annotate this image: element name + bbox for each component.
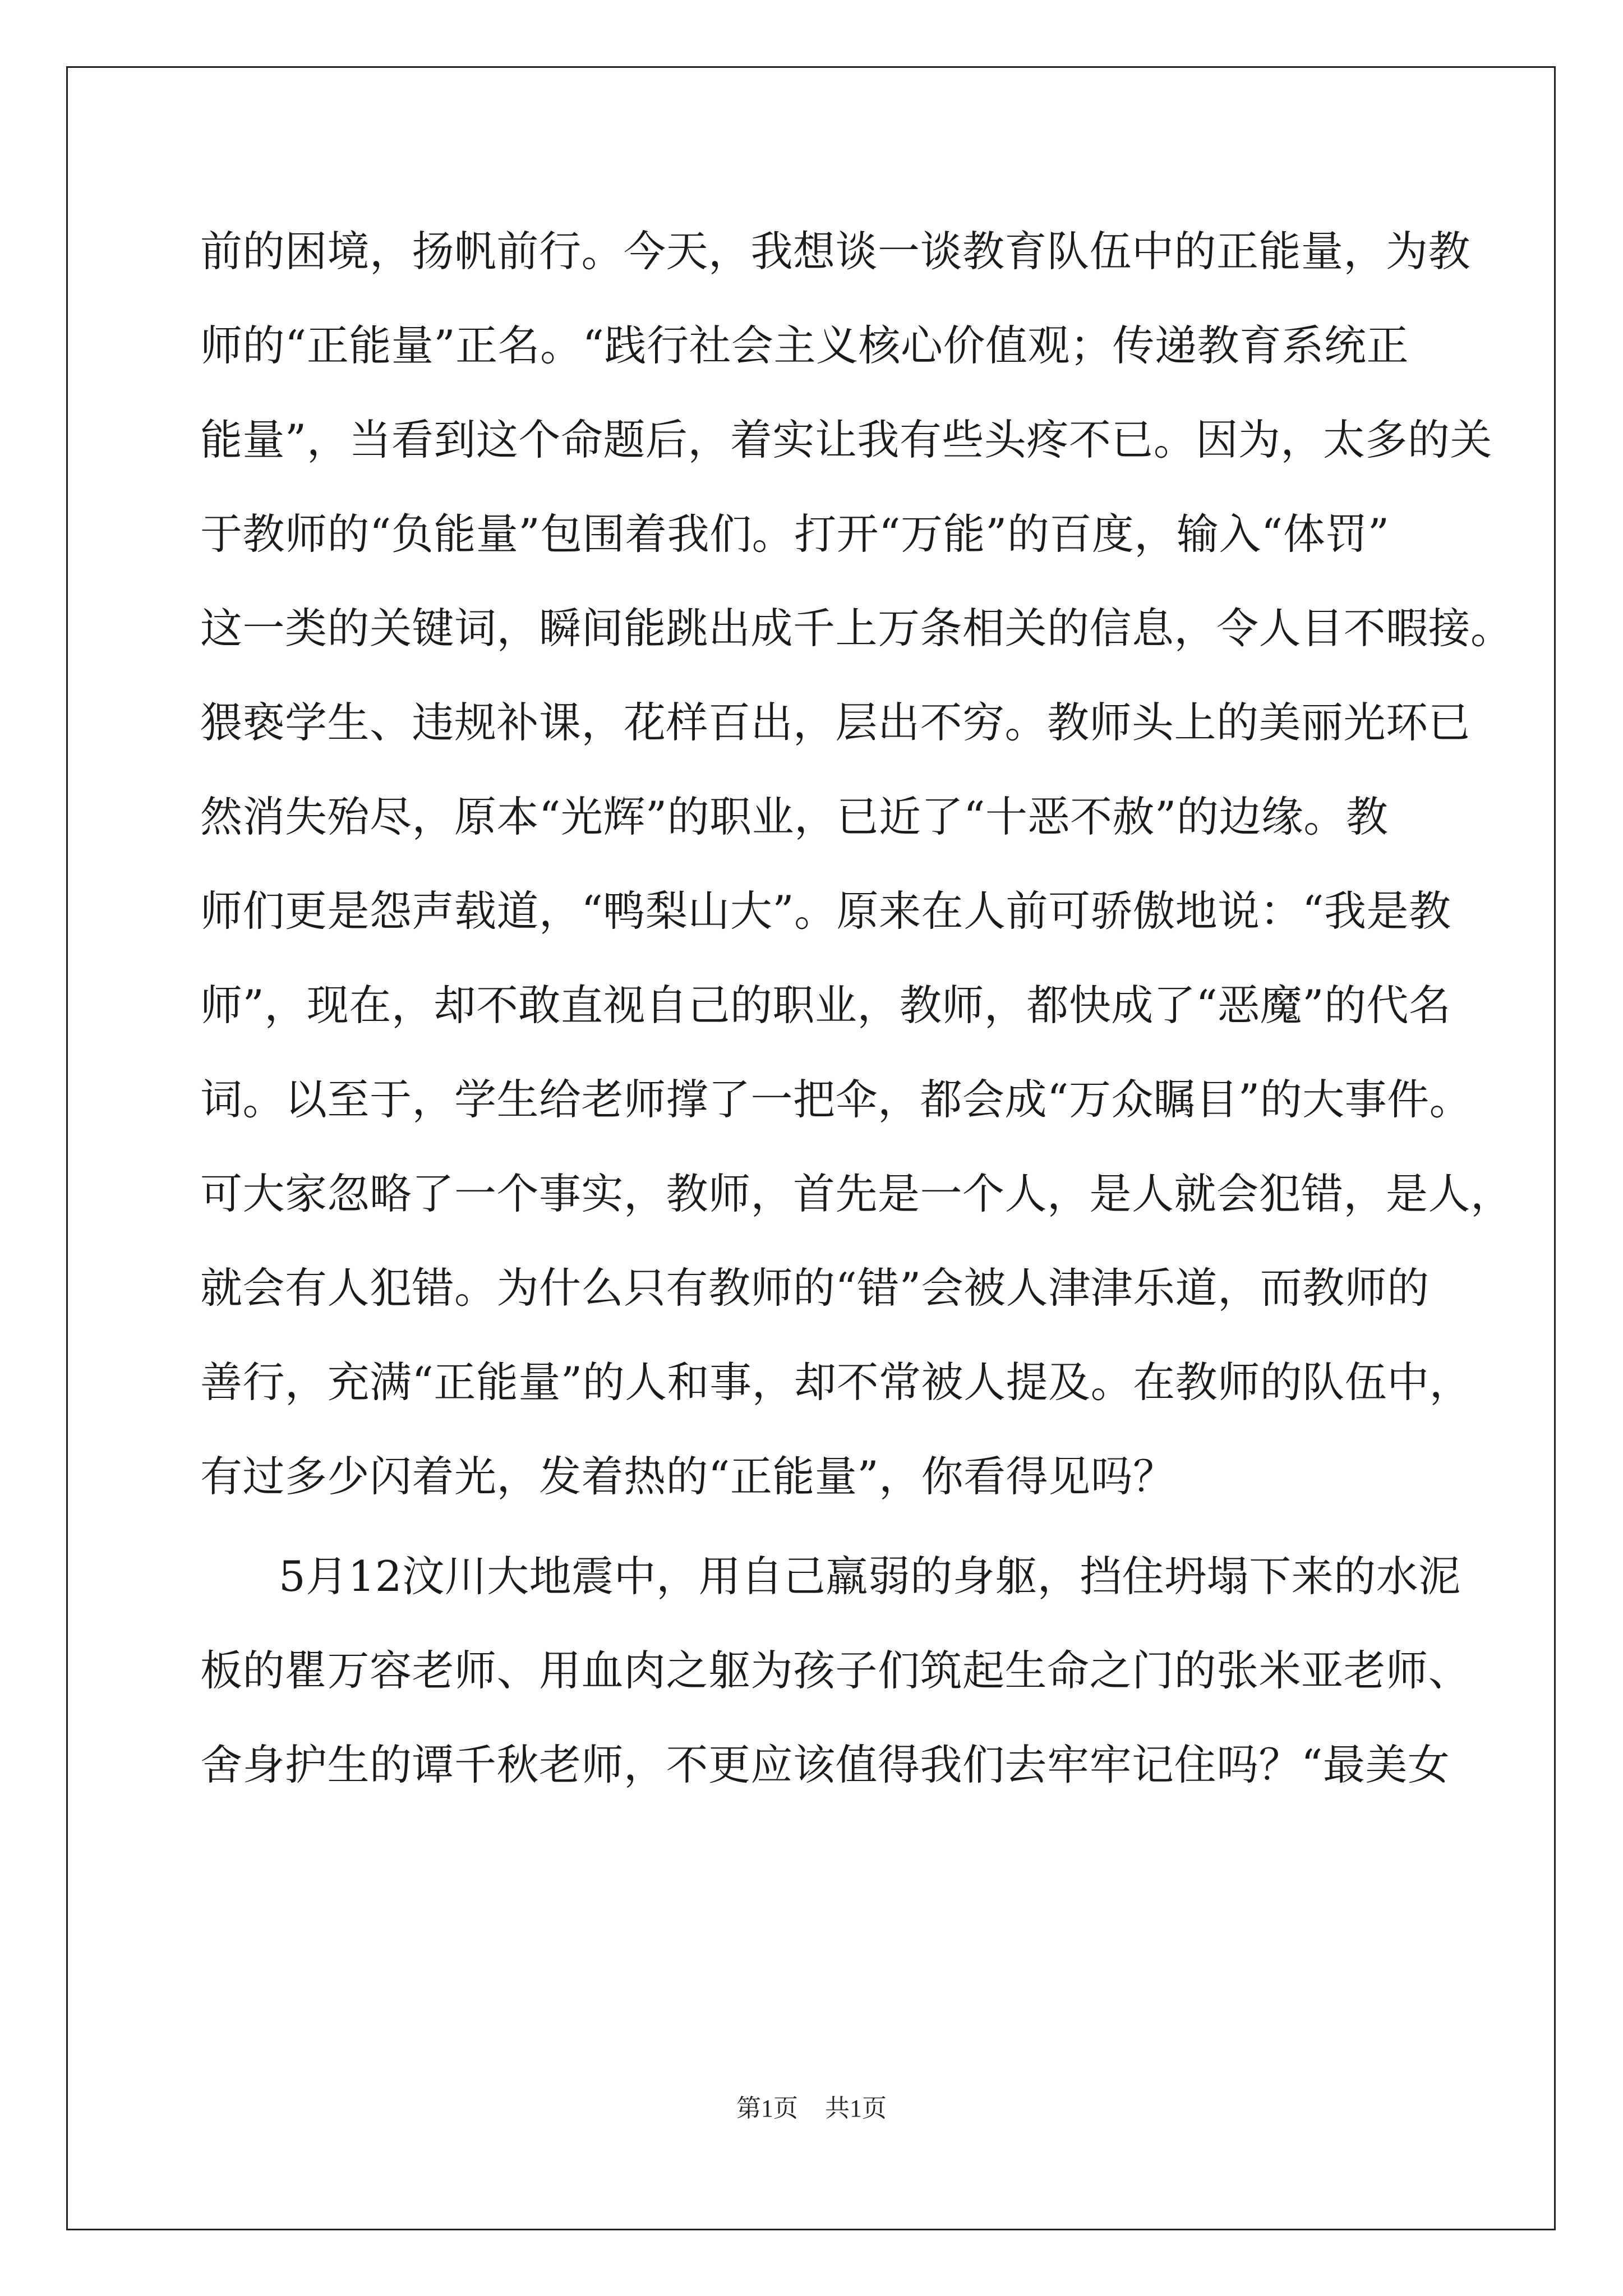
text-line: 舍身护生的谭千秋老师，不更应该值得我们去牢牢记住吗？“最美女 <box>200 1740 1450 1789</box>
body-text <box>200 216 1513 1824</box>
text-line: 前的困境，扬帆前行。今天，我想谈一谈教育队伍中的正能量，为教 <box>200 227 1471 276</box>
text-line: 然消失殆尽，原本“光辉”的职业，已近了“十恶不赦”的边缘。教 <box>200 792 1389 841</box>
text-line: 善行，充满“正能量”的人和事，却不常被人提及。在教师的队伍中， <box>200 1358 1472 1407</box>
text-line: 师”，现在，却不敢直视自己的职业，教师，都快成了“恶魔”的代名 <box>200 981 1451 1030</box>
text-line: 就会有人犯错。为什么只有教师的“错”会被人津津乐道，而教师的 <box>200 1263 1430 1313</box>
text-line: 于教师的“负能量”包围着我们。打开“万能”的百度，输入“体罚” <box>200 509 1390 559</box>
text-line: 板的瞿万容老师、用血肉之躯为孩子们筑起生命之门的张米亚老师、 <box>200 1646 1471 1695</box>
page-total: 共1页 <box>825 2095 887 2122</box>
text-line: 能量”，当看到这个命题后，着实让我有些头疼不已。因为，太多的关 <box>200 415 1492 464</box>
page-footer <box>0 2088 1623 2124</box>
text-line: 有过多少闪着光，发着热的“正能量”，你看得见吗？ <box>200 1452 1175 1501</box>
paragraph-start-line: 5月12汶川大地震中，用自己羸弱的身躯，挡住坍塌下来的水泥 <box>279 1552 1461 1601</box>
text-line: 师们更是怨声载道，“鸭梨山大”。原来在人前可骄傲地说：“我是教 <box>200 886 1451 936</box>
text-line: 这一类的关键词，瞬间能跳出成千上万条相关的信息，令人目不暇接。 <box>200 604 1513 653</box>
text-line: 猥亵学生、违规补课，花样百出，层出不穷。教师头上的美丽光环已 <box>200 698 1471 747</box>
text-line: 可大家忽略了一个事实，教师，首先是一个人，是人就会犯错，是人， <box>200 1169 1513 1218</box>
text-line: 词。以至于，学生给老师撑了一把伞，都会成“万众瞩目”的大事件。 <box>200 1075 1472 1124</box>
text-line: 师的“正能量”正名。“践行社会主义核心价值观；传递教育系统正 <box>200 321 1409 370</box>
page-number: 第1页 <box>736 2095 798 2122</box>
